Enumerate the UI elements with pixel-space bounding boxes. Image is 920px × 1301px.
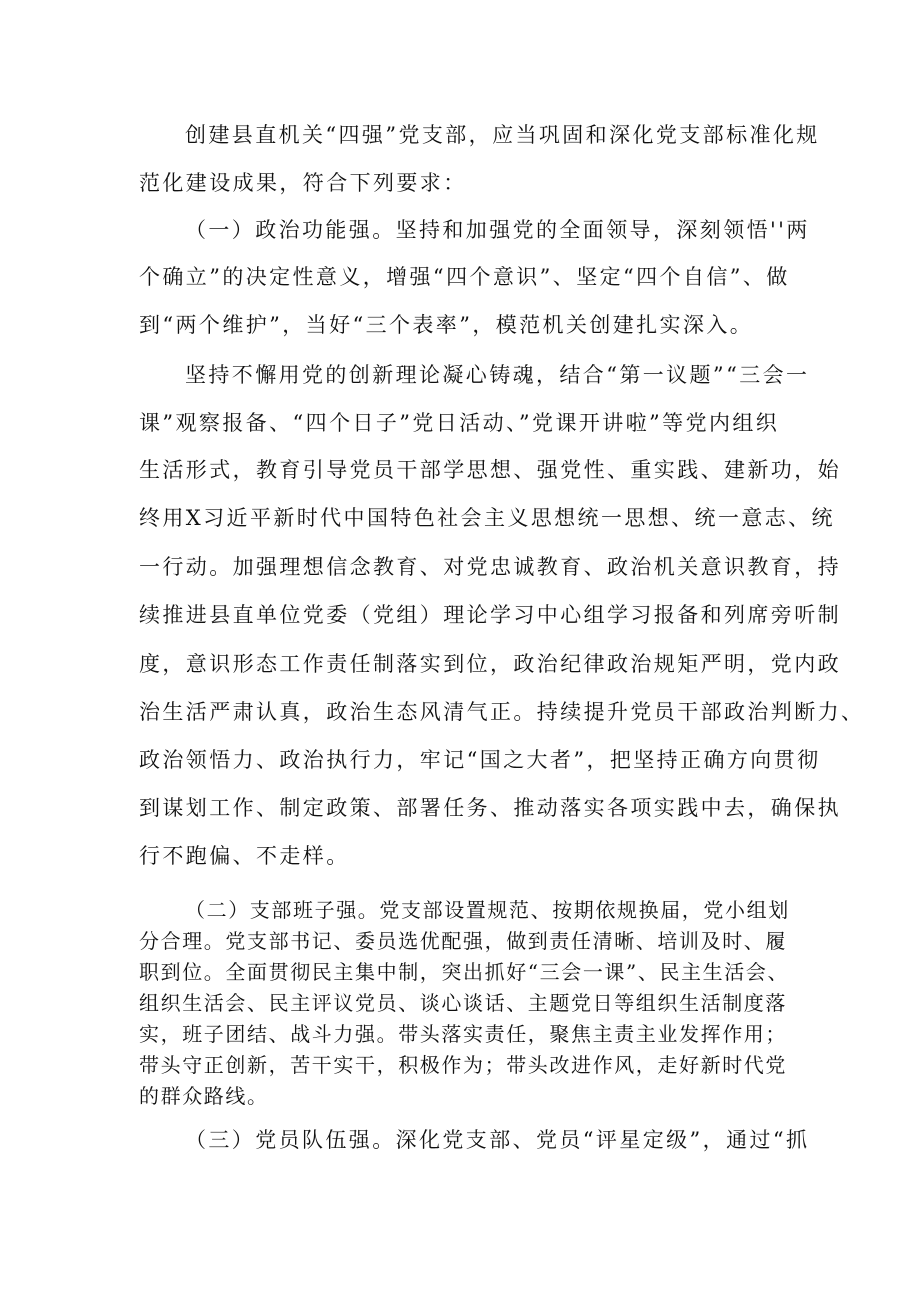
text-line: 的群众路线。: [139, 1084, 269, 1108]
text-line: 治生活严肃认真，政治生态风清气正。持续提升党员干部政治判断力、: [139, 700, 865, 724]
text-line: 生活形式，教育引导党员干部学思想、强党性、重实践、建新功，始: [139, 458, 841, 482]
text-line: 实，班子团结、战斗力强。带头落实责任，聚焦主责主业发挥作用；: [139, 1022, 787, 1046]
text-line: 个确立”的决定性意义，增强“四个意识”、坚定“四个自信”、做: [139, 265, 790, 289]
text-line: 课”观察报备、“四个日子”党日活动、”党课开讲啦”等党内组织: [139, 411, 780, 435]
text-line: 到“两个维护”，当好“三个表率”，模范机关创建扎实深入。: [139, 313, 754, 337]
text-line: 分合理。党支部书记、委员选优配强，做到责任清晰、培训及时、履: [139, 929, 787, 953]
text-line: （一）政治功能强。坚持和加强党的全面领导，深刻领悟''两: [185, 218, 810, 242]
text-line: 政治领悟力、政治执行力，牢记“国之大者”，把坚持正确方向贯彻: [139, 748, 821, 772]
text-line: 范化建设成果，符合下列要求：: [139, 171, 467, 195]
text-line: 一行动。加强理想信念教育、对党忠诚教育、政治机关意识教育，持: [139, 555, 841, 579]
text-line: 续推进县直单位党委（党组）理论学习中心组学习报备和列席旁听制: [139, 603, 841, 627]
text-line: 组织生活会、民主评议党员、谈心谈话、主题党日等组织生活制度落: [139, 991, 787, 1015]
text-line: 职到位。全面贯彻民主集中制，突出抓好“三会一课”、民主生活会、: [139, 960, 790, 984]
text-line: 终用X习近平新时代中国特色社会主义思想统一思想、统一意志、统: [139, 506, 835, 530]
text-line: （二）支部班子强。党支部设置规范、按期依规换届，党小组划: [185, 898, 790, 922]
text-line: 带头守正创新，苦干实干，积极作为；带头改进作风，走好新时代党: [139, 1053, 787, 1077]
text-line: 创建县直机关“四强”党支部，应当巩固和深化党支部标准化规: [185, 123, 820, 147]
text-line: 坚持不懈用党的创新理论凝心铸魂，结合“第一议题”“三会一: [185, 363, 810, 387]
text-line: 行不跑偏、不走样。: [139, 844, 350, 868]
text-line: （三）党员队伍强。深化党支部、党员“评星定级”，通过“抓: [185, 1128, 810, 1152]
text-line: 度，意识形态工作责任制落实到位，政治纪律政治规矩严明，党内政: [139, 652, 841, 676]
text-line: 到谋划工作、制定政策、部署任务、推动落实各项实践中去，确保执: [139, 796, 841, 820]
